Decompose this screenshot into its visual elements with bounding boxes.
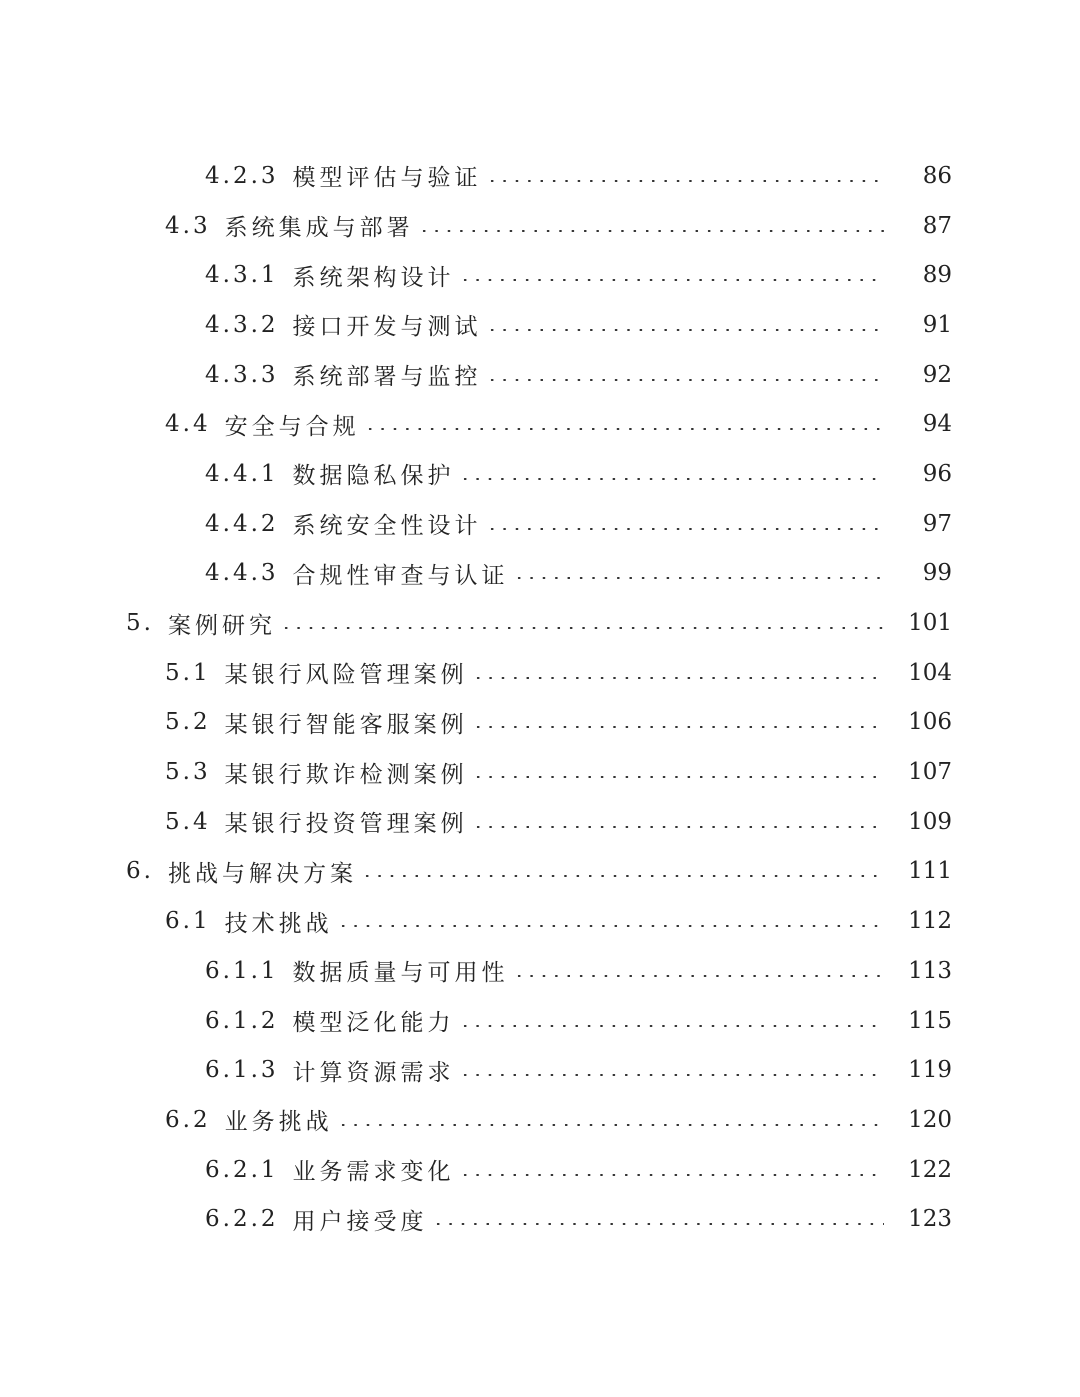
toc-entry[interactable]: [0, 847, 1080, 897]
dot-leader: [459, 478, 884, 480]
toc-entry-page: 94: [922, 411, 952, 438]
dot-leader: [459, 1025, 884, 1027]
toc-entry-page: 115: [908, 1007, 952, 1034]
dot-leader: [459, 1174, 884, 1176]
toc-entry-page: 87: [922, 212, 952, 239]
toc-entry[interactable]: [0, 201, 1080, 251]
toc-entry[interactable]: [0, 1145, 1080, 1195]
toc-entry-page: 122: [908, 1156, 952, 1183]
dot-leader: [513, 975, 884, 977]
toc-entry-number: 6.1.3: [205, 1057, 279, 1084]
dot-leader: [486, 528, 884, 530]
toc-entry-page: 109: [908, 808, 952, 835]
toc-entry[interactable]: [0, 549, 1080, 599]
toc-entry-title: 安全与合规: [224, 413, 360, 440]
toc-entry-number: 5.1: [165, 659, 211, 686]
toc-entry-title: 合规性审查与认证: [292, 562, 509, 589]
toc-entry[interactable]: [0, 946, 1080, 996]
toc-entry[interactable]: [0, 996, 1080, 1046]
toc-entry-title: 某银行风险管理案例: [224, 662, 468, 689]
toc-entry-number: 4.4.1: [205, 460, 279, 487]
toc-entry[interactable]: [0, 399, 1080, 449]
toc-entry-page: 101: [908, 610, 952, 637]
toc-entry[interactable]: [0, 747, 1080, 797]
toc-entry-title: 某银行投资管理案例: [224, 811, 468, 838]
toc-entry-number: 5.3: [165, 759, 211, 786]
toc-entry-page: 120: [908, 1106, 952, 1133]
toc-entry-page: 97: [922, 510, 952, 537]
toc-entry[interactable]: [0, 449, 1080, 499]
toc-entry[interactable]: [0, 1194, 1080, 1244]
toc-entry-number: 5.4: [165, 808, 211, 835]
dot-leader: [486, 180, 884, 182]
toc-entry-page: 119: [908, 1057, 952, 1084]
toc-entry-title: 模型评估与验证: [292, 165, 482, 192]
dot-leader: [418, 230, 884, 232]
toc-entry-title: 接口开发与测试: [292, 314, 482, 341]
toc-entry-number: 4.3.1: [205, 262, 279, 289]
toc-entry-title: 数据质量与可用性: [292, 960, 509, 987]
dot-leader: [432, 1223, 884, 1225]
toc-entry-number: 4.3.2: [205, 311, 279, 338]
toc-entry[interactable]: [0, 648, 1080, 698]
dot-leader: [486, 329, 884, 331]
dot-leader: [337, 925, 884, 927]
toc-entry-title: 用户接受度: [292, 1208, 428, 1235]
toc-entry-page: 91: [922, 311, 952, 338]
toc-entry-page: 89: [922, 262, 952, 289]
table-of-contents: [0, 151, 1080, 1244]
toc-entry-title: 模型泛化能力: [292, 1010, 455, 1037]
toc-entry[interactable]: [0, 797, 1080, 847]
toc-entry-title: 计算资源需求: [292, 1059, 455, 1086]
dot-leader: [337, 1124, 884, 1126]
toc-entry-number: 5.: [126, 610, 154, 637]
toc-entry[interactable]: [0, 1045, 1080, 1095]
toc-entry-page: 96: [922, 460, 952, 487]
toc-entry-number: 6.1: [165, 908, 211, 935]
toc-entry[interactable]: [0, 896, 1080, 946]
dot-leader: [472, 776, 884, 778]
dot-leader: [513, 577, 884, 579]
dot-leader: [472, 677, 884, 679]
toc-entry-title: 技术挑战: [224, 910, 333, 937]
toc-entry-number: 4.3: [165, 212, 211, 239]
toc-entry-page: 104: [908, 659, 952, 686]
dot-leader: [472, 826, 884, 828]
toc-entry-number: 5.2: [165, 709, 211, 736]
toc-entry-number: 6.2.2: [205, 1206, 279, 1233]
toc-entry-title: 挑战与解决方案: [167, 860, 357, 887]
toc-entry-page: 123: [908, 1206, 952, 1233]
toc-entry-page: 113: [908, 957, 952, 984]
toc-entry-number: 4.4.3: [205, 560, 279, 587]
toc-entry-title: 业务需求变化: [292, 1159, 455, 1186]
dot-leader: [486, 379, 884, 381]
toc-entry-number: 6.1.2: [205, 1007, 279, 1034]
toc-entry-title: 系统部署与监控: [292, 364, 482, 391]
toc-entry-number: 4.4.2: [205, 510, 279, 537]
toc-entry-title: 系统安全性设计: [292, 513, 482, 540]
dot-leader: [459, 279, 884, 281]
toc-entry-page: 107: [908, 759, 952, 786]
dot-leader: [280, 627, 884, 629]
toc-entry-page: 112: [908, 908, 952, 935]
toc-entry-number: 6.1.1: [205, 957, 279, 984]
toc-entry-number: 4.4: [165, 411, 211, 438]
toc-entry-number: 6.2.1: [205, 1156, 279, 1183]
toc-entry-number: 6.: [126, 858, 154, 885]
toc-entry-page: 86: [922, 162, 952, 189]
dot-leader: [364, 428, 884, 430]
toc-entry-page: 111: [908, 858, 952, 885]
toc-entry-title: 系统集成与部署: [224, 215, 414, 242]
toc-entry[interactable]: [0, 350, 1080, 400]
toc-entry-page: 92: [922, 361, 952, 388]
toc-entry[interactable]: [0, 151, 1080, 201]
toc-entry-title: 案例研究: [167, 612, 276, 639]
toc-entry[interactable]: [0, 250, 1080, 300]
toc-entry-number: 4.2.3: [205, 162, 279, 189]
toc-entry[interactable]: [0, 499, 1080, 549]
toc-entry-title: 业务挑战: [224, 1109, 333, 1136]
toc-entry[interactable]: [0, 598, 1080, 648]
toc-entry[interactable]: [0, 698, 1080, 748]
toc-entry[interactable]: [0, 300, 1080, 350]
dot-leader: [361, 875, 884, 877]
toc-entry-title: 系统架构设计: [292, 264, 455, 291]
toc-entry[interactable]: [0, 1095, 1080, 1145]
toc-entry-page: 99: [922, 560, 952, 587]
toc-entry-number: 4.3.3: [205, 361, 279, 388]
toc-entry-page: 106: [908, 709, 952, 736]
dot-leader: [472, 726, 884, 728]
toc-entry-number: 6.2: [165, 1106, 211, 1133]
toc-entry-title: 某银行欺诈检测案例: [224, 761, 468, 788]
toc-entry-title: 某银行智能客服案例: [224, 711, 468, 738]
dot-leader: [459, 1074, 884, 1076]
toc-entry-title: 数据隐私保护: [292, 463, 455, 490]
